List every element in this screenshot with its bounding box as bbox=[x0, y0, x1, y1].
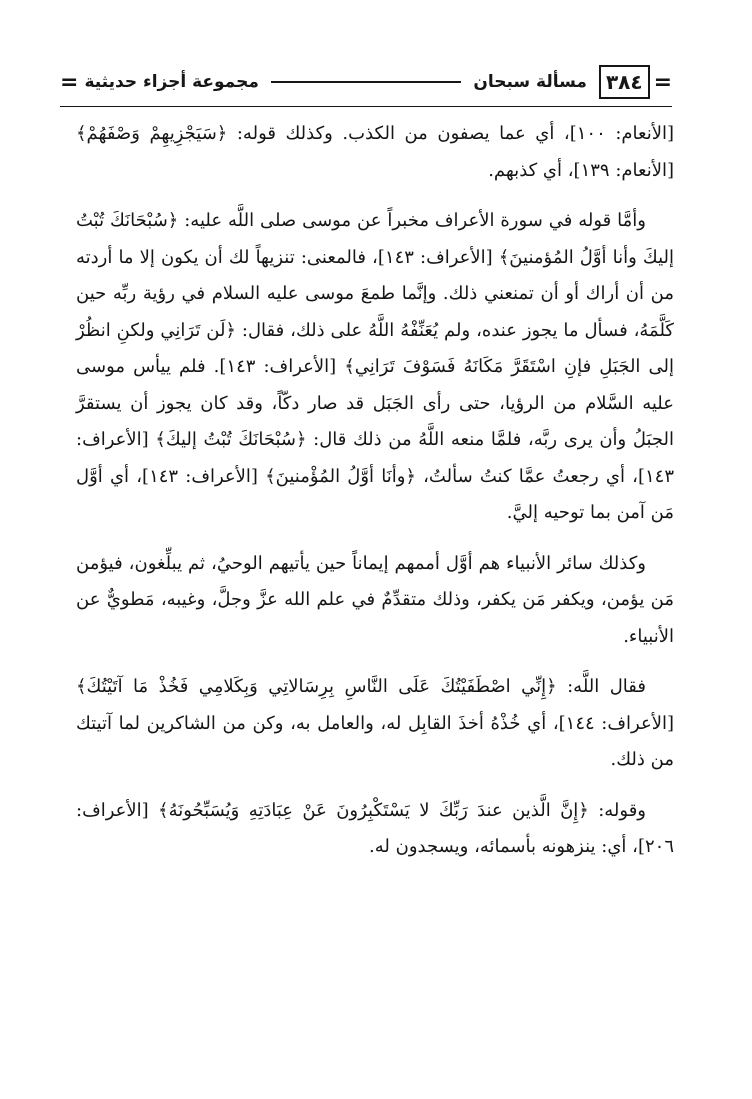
running-header bbox=[60, 60, 672, 104]
page-body bbox=[76, 116, 674, 866]
section-title: مسألة سبحان bbox=[473, 72, 587, 92]
paragraph-3: وكذلك سائر الأنبياء هم أوَّل أممهم إيماناً حين يأتيهم الوحيُ، ثم يبلِّغون، فيؤمن مَن يؤمن، ويكفر مَن يكفر، وذلك متقدِّمٌ في علم الله عزَّ وجلَّ، وغيبه، مَطويٌّ عن الأنبياء. bbox=[76, 552, 674, 647]
page-number: ٣٨٤ bbox=[599, 65, 650, 99]
header-divider bbox=[60, 106, 672, 107]
paragraph-4: فقال اللَّه: ﴿إِنِّي اصْطَفَيْتُكَ عَلَى النَّاسِ بِرِسَالاتِي وَبِكَلامِي فَخُذْ مَا آتَيْتُكَ﴾ [الأعراف: ١٤٤]، أي خُذْهُ أخذَ القابِل له، والعامل به، وكن من الشاكرين لما آتيتك من ذلك. bbox=[76, 676, 674, 770]
header-rule bbox=[271, 81, 461, 83]
book-title: مجموعة أجزاء حديثية bbox=[84, 72, 259, 92]
paragraph-5: وقوله: ﴿إِنَّ الَّذين عندَ رَبِّكَ لا يَسْتَكْبِرُونَ عَنْ عِبَادَتِهِ وَيُسَبِّحُونَهُ﴾ [الأعراف: ٢٠٦]، أي: ينزهونه بأسمائه، ويسجدون له. bbox=[76, 799, 674, 857]
paragraph-2: وأمَّا قوله في سورة الأعراف مخبراً عن موسى صلى اللَّه عليه: ﴿سُبْحَانَكَ تُبْتُ إليكَ وأنا أوَّلُ المُؤمنينَ﴾ [الأعراف: ١٤٣]، فالمعنى: تنزيهاً لك أن يكون إلا ما أردته من أن أراك أو أن تمنعني ذلك. وإنَّما طمعَ موسى عليه السلام في رؤية ربِّه حين كَلَّمَهُ، فسأل ما يجوز عنده، ولم يُعَنِّفْهُ اللَّهُ على ذلك، فقال: ﴿لَن تَرَانِي ولكنِ انظُرْ إلى الجَبَلِ فإنِ اسْتَقَرَّ مَكَانَهُ فَسَوْفَ تَرَانِي﴾ [الأعراف: ١٤٣]. فلم ييأس موسى عليه السَّلام من الرؤيا، حتى رأى الجَبَل قد صار دكّاً، وقد كان يجوز أن يستقرَّ الجبَلُ وأن يرى ربَّه، فلمَّا منعه اللَّهُ من ذلك قال: ﴿سُبْحَانَكَ تُبْتُ إليكَ﴾ [الأعراف: ١٤٣]، أي رجعتُ عمَّا كنتُ سألتُ، ﴿وأنَا أوَّلُ المُؤْمنينَ﴾ [الأعراف: ١٤٣]، أي أوَّل مَن آمن بما توحيه إليَّ. bbox=[76, 210, 674, 523]
header-end-mark: = bbox=[60, 69, 79, 95]
paragraph-1: [الأنعام: ١٠٠]، أي عما يصفون من الكذب. وكذلك قوله: ﴿سَيَجْزِيهِمْ وَصْفَهُمْ﴾ [الأنعام: ١٣٩]، أي كذبهم. bbox=[76, 123, 674, 181]
header-start-mark: = bbox=[653, 69, 672, 95]
